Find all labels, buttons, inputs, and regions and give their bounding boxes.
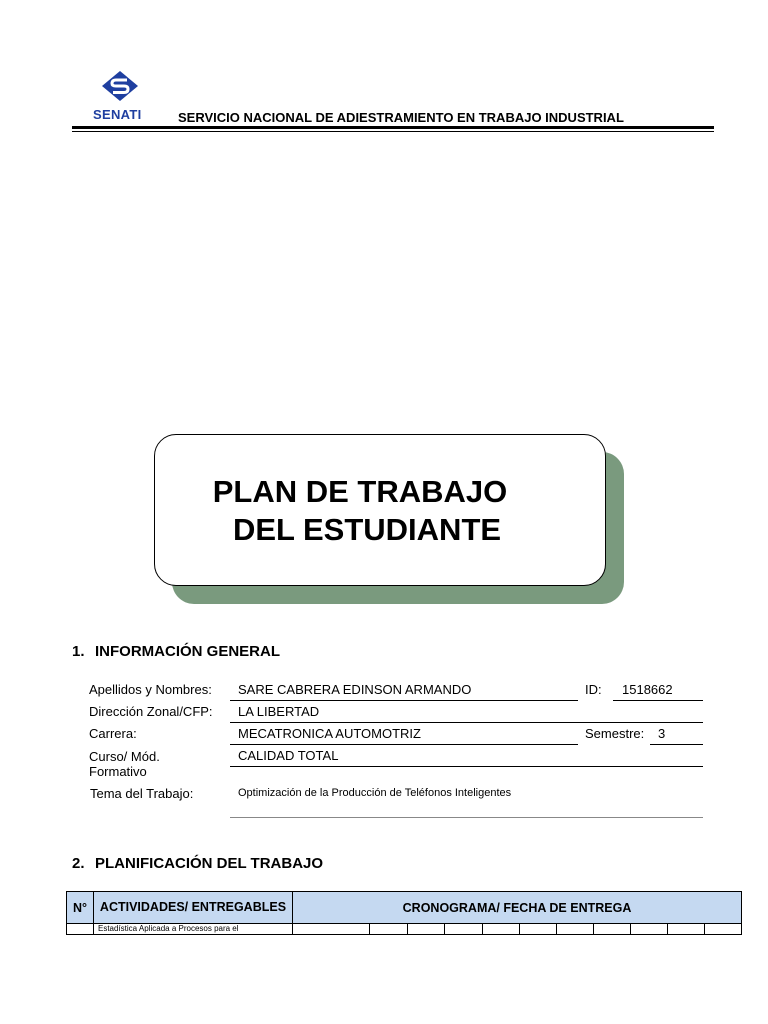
schedule-cell — [293, 924, 370, 935]
curso-label-line-1: Curso/ Mód. — [89, 749, 160, 764]
table-header-schedule: CRONOGRAMA/ FECHA DE ENTREGA — [293, 892, 742, 924]
carrera-underline — [230, 744, 578, 745]
section-2-number: 2. — [72, 855, 85, 872]
apellidos-value: SARE CABRERA EDINSON ARMANDO — [238, 682, 472, 697]
schedule-cell — [483, 924, 520, 935]
direccion-value: LA LIBERTAD — [238, 704, 320, 719]
table-header-activities: ACTIVIDADES/ ENTREGABLES — [94, 892, 293, 924]
semestre-label: Semestre: — [585, 726, 645, 741]
schedule-cell — [668, 924, 705, 935]
tema-label: Tema del Trabajo: — [90, 786, 194, 801]
curso-label-line-2: Formativo — [89, 764, 147, 779]
schedule-cell — [705, 924, 742, 935]
semestre-underline — [650, 744, 703, 745]
tema-value: Optimización de la Producción de Teléfonos Inteligentes — [238, 787, 512, 799]
schedule-cell — [594, 924, 631, 935]
curso-underline — [230, 766, 703, 767]
row-number-cell — [67, 924, 94, 935]
header-rule-thick — [72, 126, 714, 129]
document-title-line-1: PLAN DE TRABAJO — [212, 474, 508, 509]
schedule-cell — [631, 924, 668, 935]
apellidos-underline — [230, 700, 578, 701]
organization-name: SERVICIO NACIONAL DE ADIESTRAMIENTO EN TRABAJO INDUSTRIAL — [178, 110, 624, 125]
table-row — [67, 924, 742, 935]
schedule-cell — [370, 924, 408, 935]
title-box — [154, 434, 606, 586]
schedule-cell — [445, 924, 483, 935]
section-1-heading: INFORMACIÓN GENERAL — [95, 643, 280, 660]
id-value: 1518662 — [622, 682, 673, 697]
schedule-cell — [520, 924, 557, 935]
schedule-cell — [557, 924, 594, 935]
tema-underline — [230, 817, 703, 818]
header-rule-thin — [72, 131, 714, 132]
section-1-number: 1. — [72, 643, 85, 660]
row-activity-cell: Estadística Aplicada a Procesos para el — [94, 924, 293, 935]
carrera-value: MECATRONICA AUTOMOTRIZ — [238, 726, 421, 741]
direccion-underline — [230, 722, 703, 723]
apellidos-label: Apellidos y Nombres: — [89, 682, 212, 697]
planning-table — [66, 891, 742, 935]
direccion-label: Dirección Zonal/CFP: — [89, 704, 213, 719]
semestre-value: 3 — [658, 726, 666, 741]
logo-text: SENATI — [93, 107, 142, 122]
schedule-cell — [408, 924, 445, 935]
document-title-line-2: DEL ESTUDIANTE — [232, 512, 502, 547]
curso-value: CALIDAD TOTAL — [238, 748, 339, 763]
id-underline — [613, 700, 703, 701]
carrera-label: Carrera: — [89, 726, 137, 741]
senati-logo-icon — [100, 70, 140, 102]
id-label: ID: — [585, 682, 602, 697]
table-header-number: N° — [67, 892, 94, 924]
section-2-heading: PLANIFICACIÓN DEL TRABAJO — [95, 855, 324, 872]
